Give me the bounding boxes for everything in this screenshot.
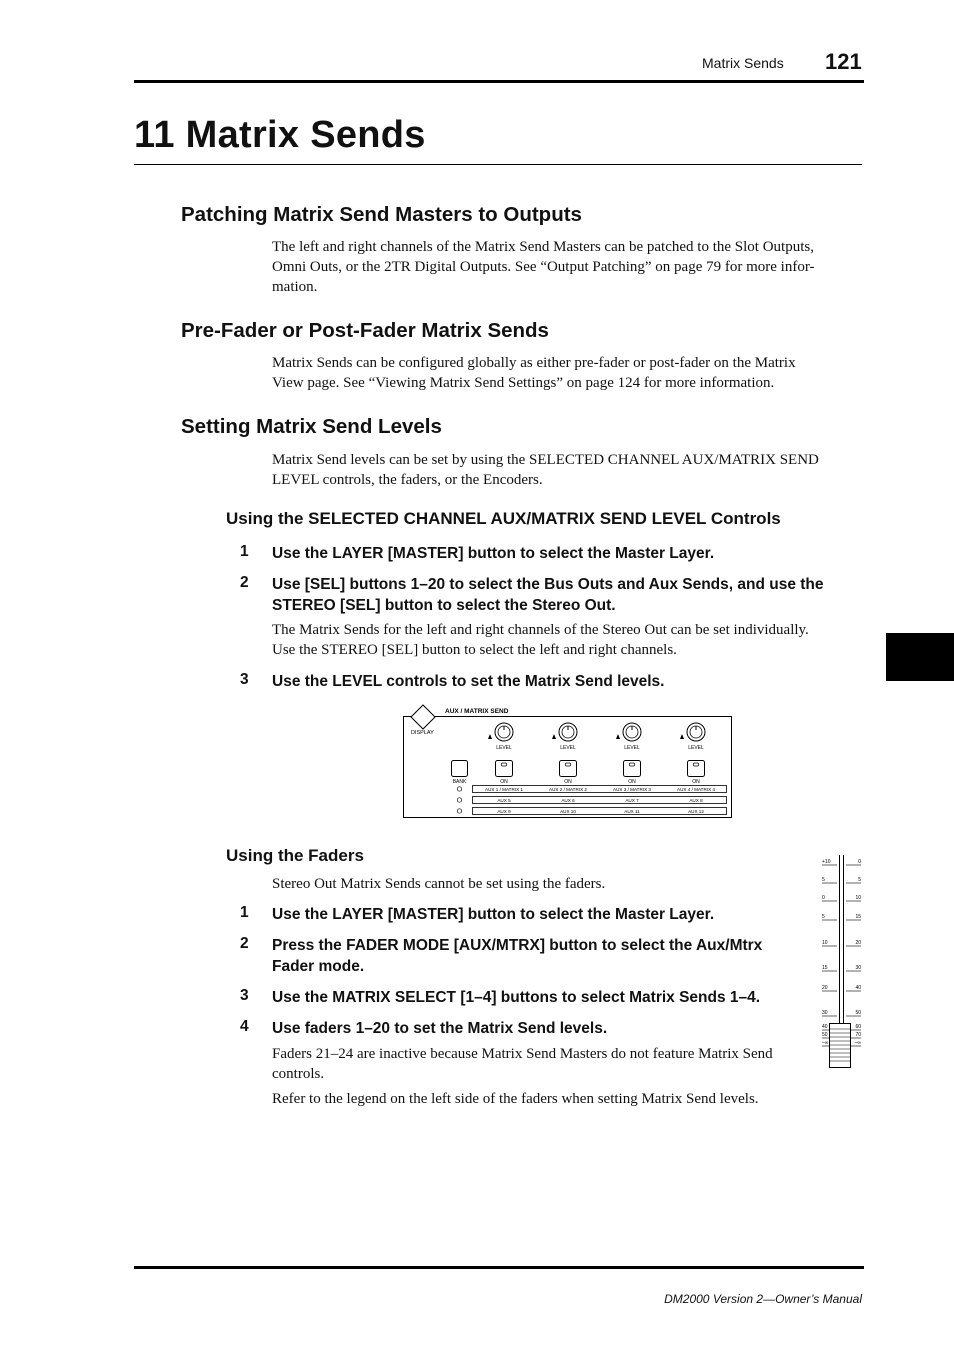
section-heading-prefader: Pre-Fader or Post-Fader Matrix Sends [181, 319, 549, 342]
step-line: Press the FADER MODE [AUX/MTRX] button to select the Aux/Mtrx [272, 937, 763, 954]
faders-intro: Stereo Out Matrix Sends cannot be set using the faders. [272, 876, 606, 892]
body-line: The Matrix Sends for the left and right channels of the Stereo Out can be set individually. [272, 622, 809, 638]
on-button-led [630, 763, 635, 766]
on-button-label: ON [692, 779, 700, 785]
subsection-heading-selected-channel: Using the SELECTED CHANNEL AUX/MATRIX SEND LEVEL Controls [226, 509, 781, 528]
fader-scale-left-label: –∞ [822, 1040, 829, 1046]
body-line: Refer to the legend on the left side of the faders when setting Matrix Send levels. [272, 1091, 759, 1107]
fader-scale-left-label: 30 [822, 1010, 828, 1016]
fader-scale-left-label: 15 [822, 965, 828, 971]
fader-scale-left-label: +10 [822, 859, 831, 865]
on-button-led [566, 763, 571, 766]
display-label: DISPLAY [411, 730, 434, 736]
fader-scale-right-label: 20 [855, 940, 861, 946]
fader-scale-left-label: 40 [822, 1024, 828, 1030]
level-knob-label: LEVEL [496, 745, 512, 751]
on-button-label: ON [628, 779, 636, 785]
running-header-section: Matrix Sends [702, 55, 784, 71]
fader-scale-right-label: 50 [855, 1010, 861, 1016]
step-line: Fader mode. [272, 958, 365, 975]
chapter-rule [134, 164, 862, 165]
aux-matrix-send-panel-figure [403, 704, 733, 819]
faders-note [272, 1044, 817, 1084]
step-line: Use faders 1–20 to set the Matrix Send levels. [272, 1020, 608, 1037]
body-line: LEVEL controls, the faders, or the Encoders. [272, 472, 543, 488]
section-body-prefader [272, 353, 864, 393]
page-number: 121 [825, 49, 862, 74]
step-text [272, 574, 824, 616]
body-line: controls. [272, 1066, 325, 1082]
bank-row-label: AUX 9 [497, 809, 511, 814]
body-line: Matrix Sends can be configured globally as either pre-fader or post-fader on the Matrix [272, 355, 796, 371]
fader-scale-right-label: –∞ [854, 1040, 861, 1046]
fader-scale-right-label: 70 [855, 1032, 861, 1038]
body-line: Matrix Send levels can be set by using the SELECTED CHANNEL AUX/MATRIX SEND [272, 452, 819, 468]
section-heading-patching: Patching Matrix Send Masters to Outputs [181, 203, 582, 226]
on-button-label: ON [564, 779, 572, 785]
fader-scale-right-label: 15 [855, 914, 861, 920]
body-line: mation. [272, 279, 318, 295]
fader-scale-left-label: 20 [822, 985, 828, 991]
faders-note [272, 1089, 864, 1109]
step-number: 3 [240, 987, 249, 1004]
on-button-led [694, 763, 699, 766]
step-line: Use [SEL] buttons 1–20 to select the Bus Outs and Aux Sends, and use the [272, 576, 824, 593]
step-number: 1 [240, 543, 249, 560]
body-line: Faders 21–24 are inactive because Matrix Send Masters do not feature Matrix Send [272, 1046, 773, 1062]
bank-label: BANK [452, 779, 467, 785]
level-knob-label: LEVEL [688, 745, 704, 751]
panel-title: AUX / MATRIX SEND [445, 708, 509, 715]
step-text [272, 987, 760, 1008]
step-line: Use the LAYER [MASTER] button to select the Master Layer. [272, 906, 715, 923]
bank-led [457, 787, 461, 791]
on-button-led [502, 763, 507, 766]
section-body-levels [272, 450, 864, 490]
bank-row-label: AUX 10 [560, 809, 576, 814]
bank-row-label: AUX 8 [689, 798, 703, 803]
step-text [272, 543, 714, 564]
fader-scale-left-label: 10 [822, 940, 828, 946]
chapter-title: 11 Matrix Sends [134, 114, 426, 156]
chapter-tab [886, 633, 954, 681]
body-line: Use the STEREO [SEL] button to select the left and right channels. [272, 642, 677, 658]
fader-scale-left-label: 0 [822, 895, 825, 901]
bank-row-label: AUX 3 / MATRIX 3 [613, 787, 651, 792]
on-button-label: ON [500, 779, 508, 785]
fader-scale-right-label: 30 [855, 965, 861, 971]
fader-scale-group [822, 859, 861, 1046]
level-knob-label: LEVEL [624, 745, 640, 751]
step-text [272, 1018, 607, 1039]
fader-scale-left-label: 50 [822, 1032, 828, 1038]
step-line: Use the MATRIX SELECT [1–4] buttons to select Matrix Sends 1–4. [272, 989, 761, 1006]
fader-scale-left-label: 5 [822, 914, 825, 920]
section-heading-levels: Setting Matrix Send Levels [181, 415, 442, 438]
step-number: 2 [240, 574, 249, 591]
step-line: Use the LAYER [MASTER] button to select the Master Layer. [272, 545, 715, 562]
bank-row-label: AUX 12 [688, 809, 704, 814]
step-text [272, 935, 762, 977]
step-line: STEREO [SEL] button to select the Stereo Out. [272, 597, 616, 614]
footer-rule [134, 1266, 864, 1269]
fader-scale-left-label: 5 [822, 877, 825, 883]
level-knob-label: LEVEL [560, 745, 576, 751]
body-line: Omni Outs, or the 2TR Digital Outputs. See “Output Patching” on page 79 for more infor- [272, 259, 815, 275]
bank-row-label: AUX 5 [497, 798, 511, 803]
bank-led [457, 809, 461, 813]
fader-scale-right-label: 5 [858, 877, 861, 883]
fader-scale-figure [815, 853, 867, 1073]
step-number: 3 [240, 671, 249, 688]
bank-row-label: AUX 7 [625, 798, 639, 803]
fader-knob [830, 1024, 851, 1068]
step-number: 2 [240, 935, 249, 952]
step-line: Use the LEVEL controls to set the Matrix Send levels. [272, 673, 665, 690]
body-line: View page. See “Viewing Matrix Send Settings” on page 124 for more information. [272, 375, 775, 391]
fader-scale-right-label: 10 [855, 895, 861, 901]
bank-row-group [457, 786, 726, 815]
bank-row-label: AUX 6 [561, 798, 575, 803]
fader-scale-right-label: 60 [855, 1024, 861, 1030]
fader-scale-right-label: 40 [855, 985, 861, 991]
bank-row-label: AUX 2 / MATRIX 2 [549, 787, 587, 792]
bank-button [452, 761, 468, 777]
fader-scale-right-label: 0 [858, 859, 861, 865]
step-note [272, 620, 864, 660]
step-text [272, 671, 665, 692]
subsection-heading-faders: Using the Faders [226, 846, 364, 865]
step-text [272, 904, 714, 925]
section-body-patching [272, 237, 864, 297]
bank-led [457, 798, 461, 802]
footer-manual-title: DM2000 Version 2—Owner’s Manual [664, 1292, 862, 1306]
body-line: The left and right channels of the Matrix Send Masters can be patched to the Slot Outputs, [272, 239, 814, 255]
bank-row-label: AUX 4 / MATRIX 4 [677, 787, 715, 792]
header-rule [134, 80, 864, 83]
step-number: 4 [240, 1018, 249, 1035]
bank-row-label: AUX 11 [624, 809, 640, 814]
bank-row-label: AUX 1 / MATRIX 1 [485, 787, 523, 792]
step-number: 1 [240, 904, 249, 921]
